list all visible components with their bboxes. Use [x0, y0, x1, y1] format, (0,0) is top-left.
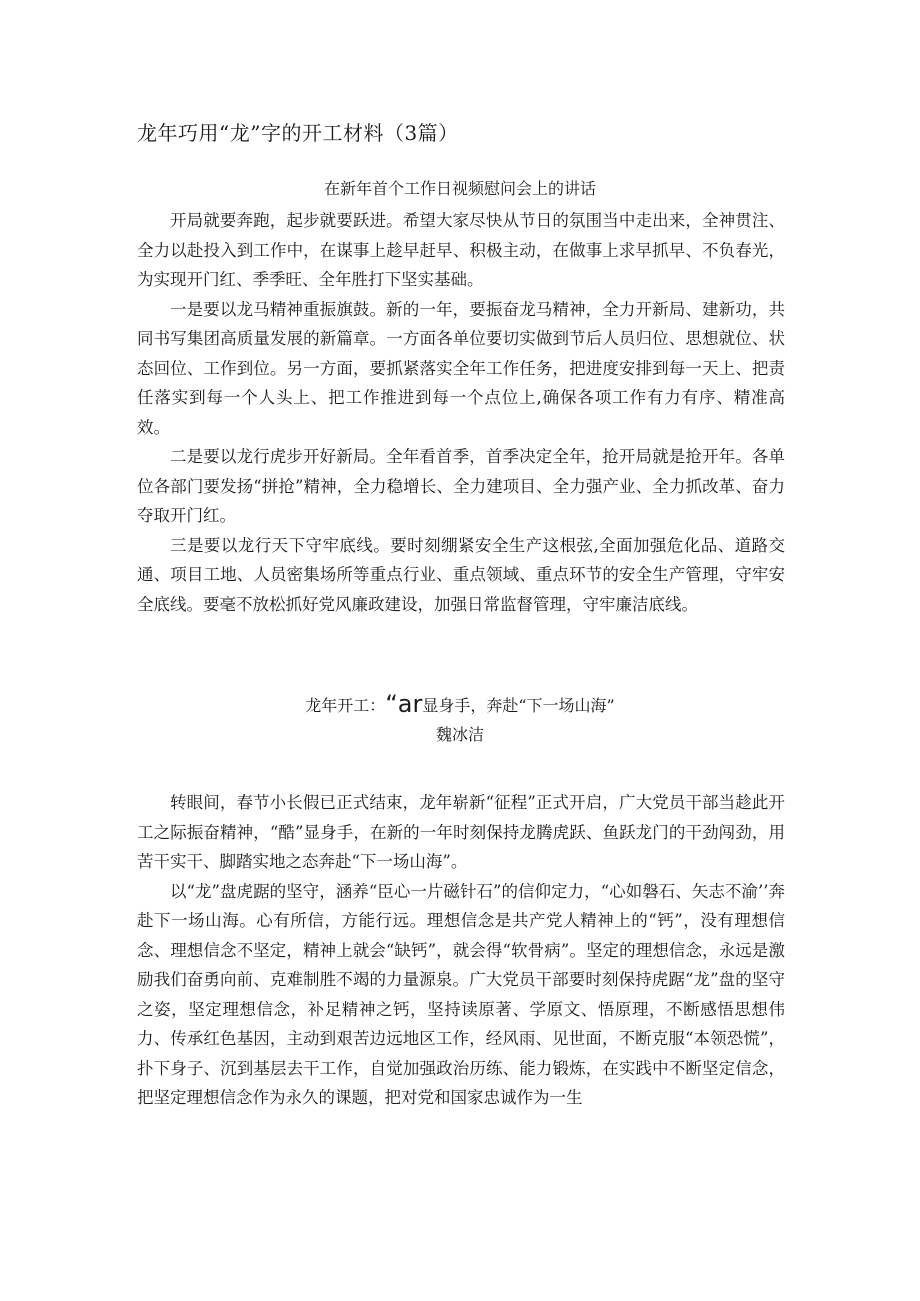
- article2-heading-big: “ar: [385, 690, 423, 718]
- article2-paragraph: 转眼间，春节小长假已正式结束，龙年崭新“征程”正式开启，广大党员干部当趁此开工之际振奋精神，“酷”显身手，在新的一年时刻保持龙腾虎跃、鱼跃龙门的干劲闯劲，用苦干实干、脚踏实地之态奔赴“下一场山海”。: [137, 793, 785, 871]
- article1-heading: 在新年首个工作日视频慰问会上的讲话: [323, 179, 596, 198]
- article2-author: 魏冰洁: [435, 725, 484, 744]
- article2-heading-prefix: 龙年开工：: [305, 696, 386, 715]
- article1-paragraph: 一是要以龙马精神重振旗鼓。新的一年，要振奋龙马精神，全力开新局、建新功，共同书写集团高质量发展的新篇章。一方面各单位要切实做到节后人员归位、思想就位、状态回位、工作到位。另一方面，要抓紧落实全年工作任务，把进度安排到每一天上、把责任落实到每一个人头上、把工作推进到每一个点位上,确保各项工作有力有序、精准高效。: [137, 299, 785, 437]
- article1-paragraph: 开局就要奔跑，起步就要跃进。希望大家尽快从节日的氛围当中走出来，全神贯注、全力以赴投入到工作中，在谋事上趁早赶早、积极主动，在做事上求早抓早、不负春光，为实现开门红、季季旺、全年胜打下坚实基础。: [137, 211, 785, 289]
- article1-body: [137, 206, 785, 619]
- article2-paragraph: 以“龙”盘虎踞的坚守，涵养“臣心一片磁针石”的信仰定力，“心如磐石、矢志不渝’’奔赴下一场山海。心有所信，方能行远。理想信念是共产党人精神上的“钙”，没有理想信念、理想信念不坚定，精神上就会“缺钙”，就会得“软骨病”。坚定的理想信念，永远是激励我们奋勇向前、克难制胜不竭的力量源泉。广大党员干部要时刻保持虎踞“龙”盘的坚守之姿，坚定理想信念，补足精神之钙，坚持读原著、学原文、悟原理，不断感悟思想伟力、传承红色基因，主动到艰苦边远地区工作，经风雨、见世面，不断克服“本领恐慌”，扑下身子、沉到基层去干工作，自觉加强政治历练、能力锻炼，在实践中不断坚定信念，把坚定理想信念作为永久的课题，把对党和国家忠诚作为一生: [137, 881, 785, 1107]
- document-title: 龙年巧用“龙”字的开工材料（3篇）: [137, 121, 459, 145]
- article1-paragraph: 三是要以龙行天下守牢底线。要时刻绷紧安全生产这根弦,全面加强危化品、道路交通、项目工地、人员密集场所等重点行业、重点领域、重点环节的安全生产管理，守牢安全底线。要毫不放松抓好党风廉政建设，加强日常监督管理，守牢廉洁底线。: [137, 535, 785, 614]
- article2-heading: [0, 690, 920, 718]
- article1-paragraph: 二是要以龙行虎步开好新局。全年看首季，首季决定全年，抢开局就是抢开年。各单位各部门要发扬“拼抢”精神，全力稳增长、全力建项目、全力强产业、全力抓改革、奋力夺取开门红。: [137, 447, 785, 525]
- article2-body: [137, 788, 785, 1113]
- article2-heading-suffix: 显身手，奔赴“下一场山海”: [422, 696, 615, 715]
